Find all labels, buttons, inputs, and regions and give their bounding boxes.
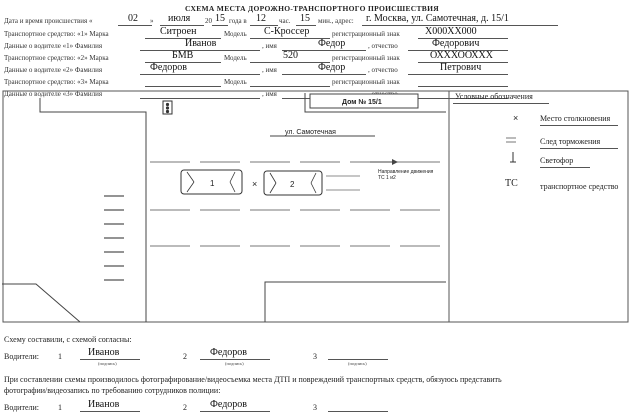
driver2-patronymic-label: , отчество [368,66,398,74]
driver1-label: Данные о водителе «1» Фамилия [4,42,103,50]
driver-number-1: 1 [58,352,62,361]
vehicle2-make: БМВ [172,50,194,61]
drivers-label-2: Водители: [4,403,39,412]
day-value: 02 [128,13,138,24]
year-label: года в [229,17,247,25]
signature-driver-1: Иванов [88,347,120,358]
signature-driver-1b: Иванов [88,399,120,410]
scheme-agreed-label: Схему составили, с схемой согласны: [4,335,132,344]
vehicle1-model-label: Модель [224,30,247,38]
driver2-patronymic: Петрович [440,62,482,73]
photo-text-line1: При составлении схемы производилось фотографирование/видеосъемка места ДТП и повреждений транспортных средств, обязуюсь представить [4,375,502,384]
address-value: г. Москва, ул. Самотечная, д. 15/1 [366,13,509,24]
driver1-surname: Иванов [185,38,217,49]
signature-sub-1: (подпись) [98,361,117,366]
quote-close: » [150,17,154,25]
vehicle1-plate-label: регистрационный знак [332,30,400,38]
road-edge-bottom [265,282,446,322]
direction-label-2: ТС 1 и2 [378,175,396,181]
legend-collision-label: Место столкновения [540,114,611,123]
driver2-name: Федор [318,62,346,73]
driver1-name-label: , имя [262,42,277,50]
driver2-surname: Федоров [150,62,188,73]
form-title: СХЕМА МЕСТА ДОРОЖНО-ТРАНСПОРТНОГО ПРОИСШЕСТВИЯ [185,4,439,13]
road-edge-left [40,98,146,322]
driver-number-3b: 3 [313,403,317,412]
vehicle-1-number: 1 [210,179,215,188]
vehicle2-plate: ОХХХООХХХ [430,50,493,61]
driver2-name-label: , имя [262,66,277,74]
legend-vehicle-symbol: ТС [505,178,518,189]
driver-number-2: 2 [183,352,187,361]
signature-driver-2b: Федоров [210,399,248,410]
legend-brake-label: След торможения [540,137,601,146]
vehicle1-label: Транспортное средство: «1» Марка [4,30,109,38]
driver2-label: Данные о водителе «2» Фамилия [4,66,103,74]
minutes-value: 15 [300,13,310,24]
photo-text-line2: фотографии/видеозапись по требованию сотрудников полиции: [4,386,221,395]
drivers-label: Водители: [4,352,39,361]
brake-marks [326,176,360,190]
scheme-frame [3,91,628,322]
vehicle1-make: Ситроен [160,26,197,37]
collision-mark-icon: × [252,179,258,189]
vehicle-2-number: 2 [290,180,295,189]
driver1-patronymic-label: , отчество [368,42,398,50]
year-prefix: 20 [205,17,212,25]
street-label: ул. Самотечная [285,129,336,136]
minutes-label: мин., адрес: [318,17,354,25]
vehicle3-model-label: Модель [224,78,247,86]
month-value: июля [168,13,191,24]
vehicle2-plate-label: регистрационный знак [332,54,400,62]
vehicle1-plate: Х000ХХ000 [425,26,477,37]
vehicle2-model-label: Модель [224,54,247,62]
driver-number-2b: 2 [183,403,187,412]
direction-label-1: Направление движения [378,169,434,175]
hour-label: час. [279,17,291,25]
signature-sub-3: (подпись) [348,361,367,366]
signature-sub-2: (подпись) [225,361,244,366]
legend-title: Условные обозначения [455,92,533,101]
hour-value: 12 [256,13,266,24]
driver-number-3: 3 [313,352,317,361]
vehicle2-label: Транспортное средство: «2» Марка [4,54,109,62]
driver3-label: Данные о водителе «3» Фамилия [4,90,103,98]
driver1-name: Федор [318,38,346,49]
crosswalk [104,196,124,280]
driver3-name-label: , имя [262,90,277,98]
vehicle1-model: С-Кроссер [264,26,310,37]
vehicle3-plate-label: регистрационный знак [332,78,400,86]
legend-brake-icon [506,138,516,142]
signature-driver-2: Федоров [210,347,248,358]
building-label: Дом № 15/1 [342,99,382,106]
driver-number-1b: 1 [58,403,62,412]
legend-collision-icon: × [513,113,519,123]
driver1-patronymic: Федорович [432,38,480,49]
date-label: Дата и время происшествия « [4,17,93,25]
vehicle3-label: Транспортное средство: «3» Марка [4,78,109,86]
year-value: 15 [215,13,225,24]
vehicle2-model: 520 [283,50,298,61]
legend-vehicle-label: транспортное средство [540,182,619,191]
legend-traffic-light-label: Светофор [540,156,574,165]
legend-traffic-light-icon [510,152,516,162]
road-edge-corner [2,284,80,322]
